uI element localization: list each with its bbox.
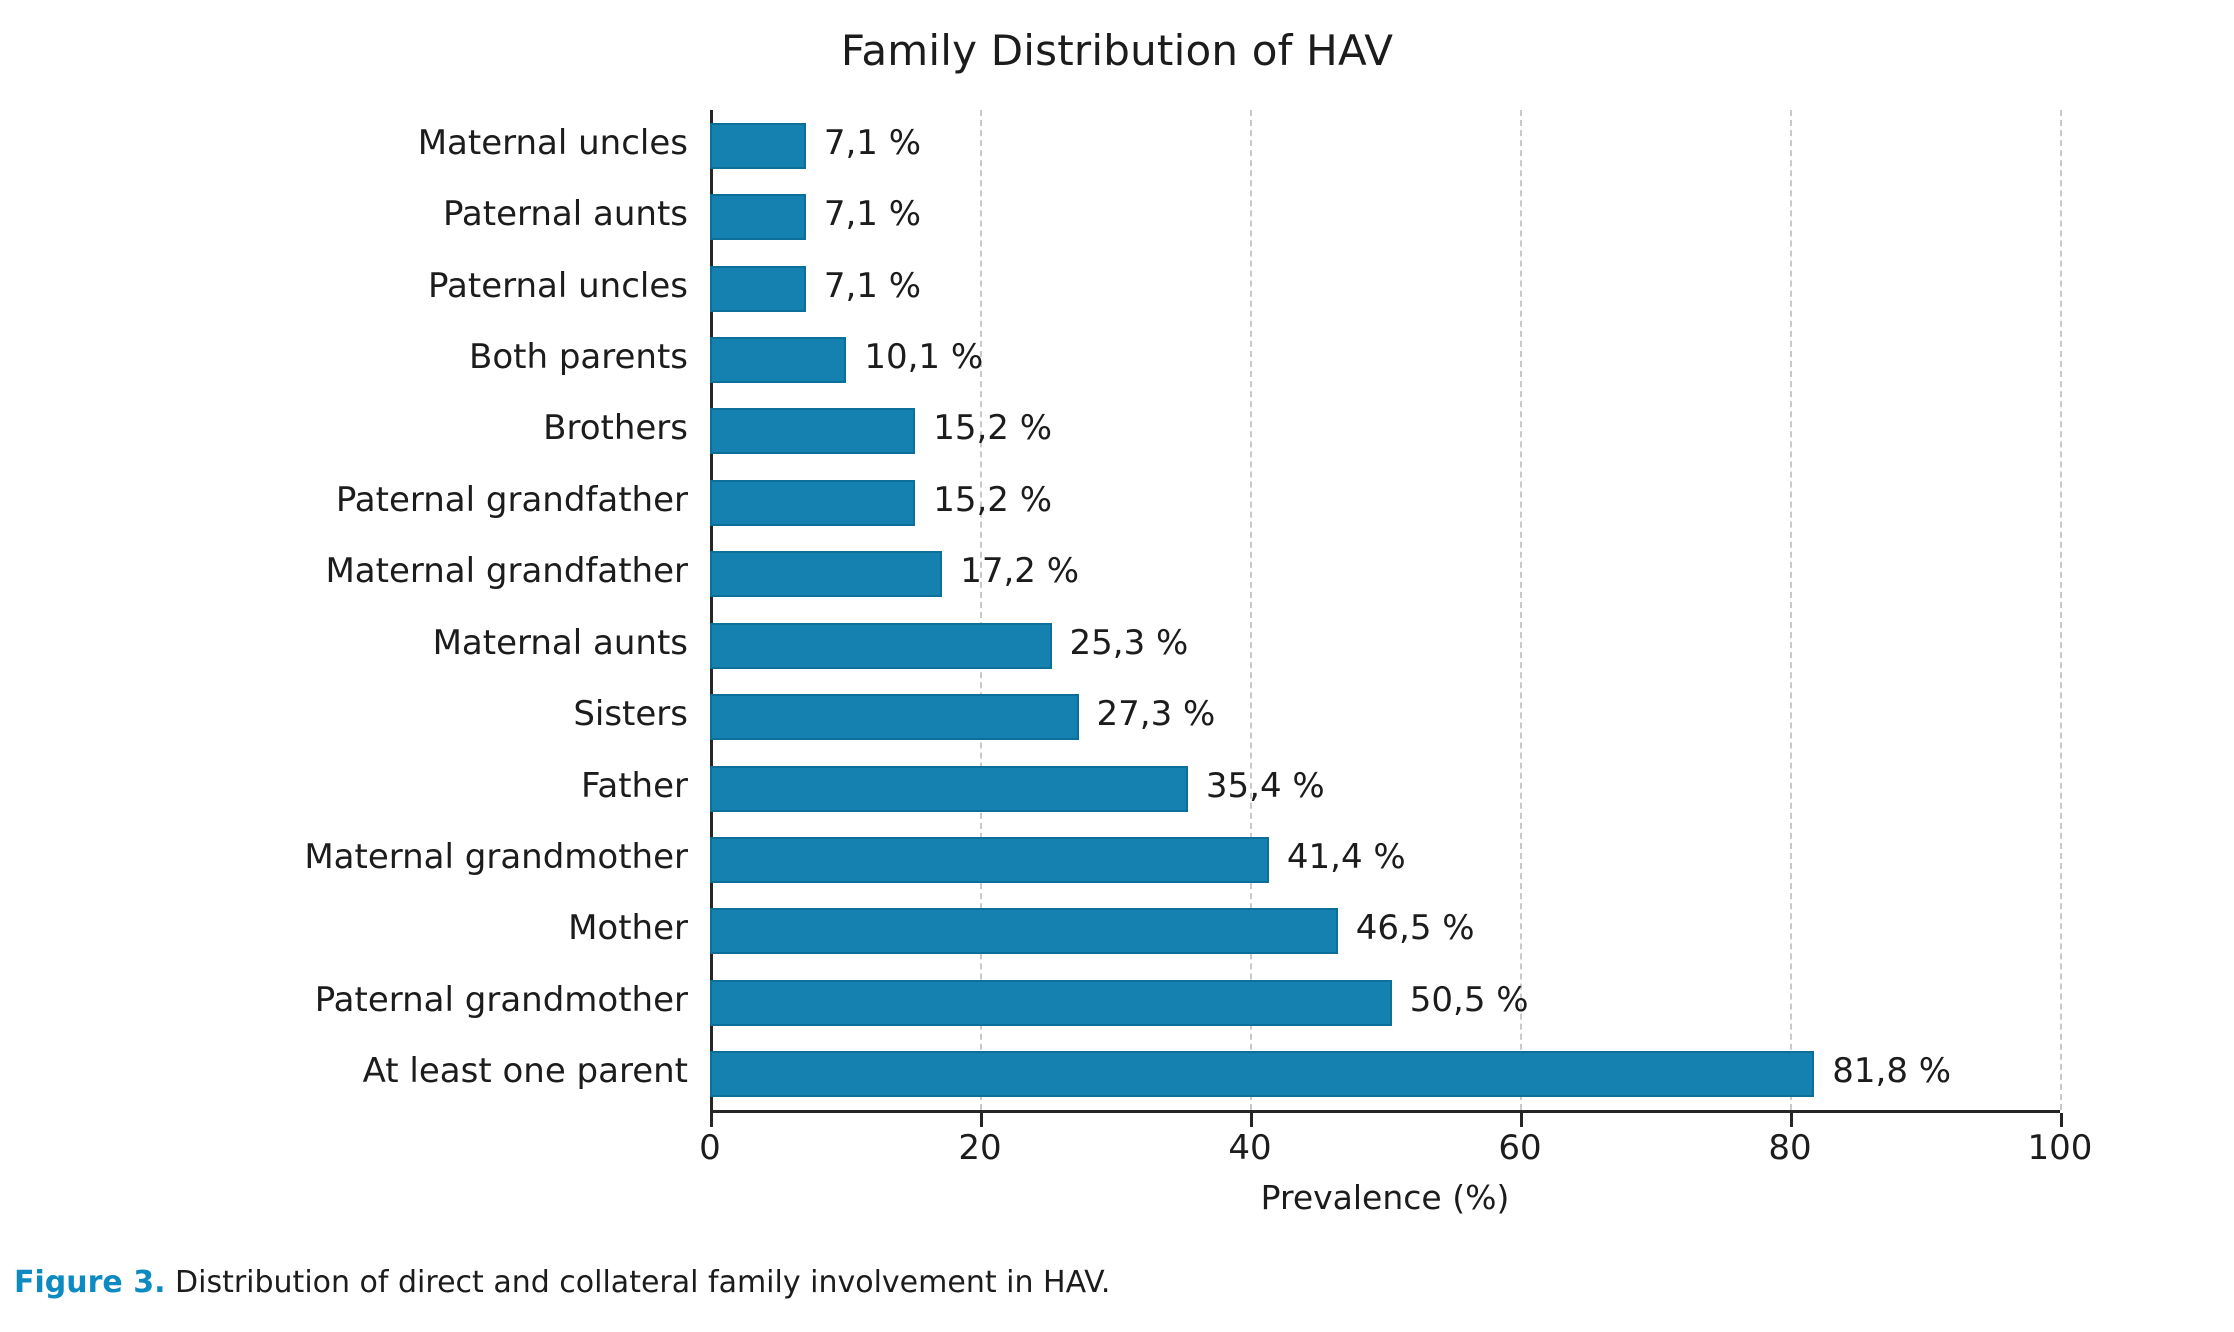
bar bbox=[710, 337, 846, 383]
y-axis-category-label: Paternal uncles bbox=[428, 265, 688, 306]
gridline-80 bbox=[1790, 110, 1792, 1110]
bar bbox=[710, 123, 806, 169]
bar bbox=[710, 908, 1338, 954]
bar-value-label: 7,1 % bbox=[823, 194, 922, 235]
axis-line-y bbox=[710, 110, 713, 1110]
chart-title: Family Distribution of HAV bbox=[840, 26, 1394, 75]
figure-number: Figure 3. bbox=[14, 1265, 166, 1300]
tick-mark-80 bbox=[1790, 1113, 1793, 1127]
y-axis-category-label: Maternal grandfather bbox=[325, 551, 688, 592]
y-axis-category-label: Mother bbox=[568, 908, 688, 949]
bar-value-label: 46,5 % bbox=[1355, 908, 1475, 949]
bar-value-label: 15,2 % bbox=[933, 479, 1053, 520]
tick-mark-60 bbox=[1520, 1113, 1523, 1127]
bar bbox=[710, 480, 915, 526]
bar-value-label: 17,2 % bbox=[960, 551, 1080, 592]
plot-area bbox=[710, 110, 2060, 1110]
axis-line-x bbox=[710, 1110, 2060, 1113]
bar bbox=[710, 1051, 1814, 1097]
y-axis-category-label: Brothers bbox=[543, 408, 688, 449]
y-axis-category-label: Paternal aunts bbox=[442, 194, 688, 235]
bar-value-label: 50,5 % bbox=[1409, 979, 1529, 1020]
figure-caption-text: Distribution of direct and collateral family involvement in HAV. bbox=[165, 1265, 1111, 1300]
y-axis-category-label: Maternal uncles bbox=[417, 122, 688, 163]
bar bbox=[710, 266, 806, 312]
bar bbox=[710, 766, 1188, 812]
tick-mark-0 bbox=[710, 1113, 713, 1127]
x-tick-label-60: 60 bbox=[1498, 1128, 1542, 1168]
y-axis-category-label: At least one parent bbox=[362, 1051, 688, 1092]
figure-caption bbox=[14, 1265, 1110, 1300]
y-axis-category-label: Paternal grandmother bbox=[314, 979, 688, 1020]
bar bbox=[710, 194, 806, 240]
y-axis-category-label: Both parents bbox=[469, 337, 688, 377]
tick-mark-40 bbox=[1250, 1113, 1253, 1127]
bar bbox=[710, 694, 1079, 740]
bar-value-label: 10,1 % bbox=[864, 337, 984, 377]
bar-value-label: 27,3 % bbox=[1096, 694, 1216, 735]
gridline-20 bbox=[980, 110, 982, 1110]
bar bbox=[710, 980, 1392, 1026]
y-axis-category-label: Maternal aunts bbox=[432, 622, 688, 663]
bar-value-label: 81,8 % bbox=[1832, 1051, 1952, 1092]
bar bbox=[710, 623, 1052, 669]
y-axis-category-label: Father bbox=[580, 765, 688, 806]
x-tick-label-100: 100 bbox=[2027, 1128, 2093, 1168]
bar-value-label: 7,1 % bbox=[823, 122, 922, 163]
x-tick-label-20: 20 bbox=[958, 1128, 1002, 1168]
x-tick-label-80: 80 bbox=[1768, 1128, 1812, 1168]
bar-value-label: 25,3 % bbox=[1069, 622, 1189, 663]
y-axis-category-label: Maternal grandmother bbox=[304, 837, 688, 877]
gridline-40 bbox=[1250, 110, 1252, 1110]
x-tick-label-40: 40 bbox=[1228, 1128, 1272, 1168]
tick-mark-100 bbox=[2060, 1113, 2063, 1127]
gridline-60 bbox=[1520, 110, 1522, 1110]
bar-value-label: 41,4 % bbox=[1286, 837, 1406, 877]
y-axis-category-label: Paternal grandfather bbox=[335, 479, 688, 520]
y-axis-category-label: Sisters bbox=[573, 694, 688, 735]
bar bbox=[710, 837, 1269, 883]
bar-value-label: 15,2 % bbox=[933, 408, 1053, 449]
bar-value-label: 35,4 % bbox=[1205, 765, 1325, 806]
bar bbox=[710, 408, 915, 454]
bar-value-label: 7,1 % bbox=[823, 265, 922, 306]
x-axis-label: Prevalence (%) bbox=[1260, 1178, 1510, 1217]
bar bbox=[710, 551, 942, 597]
tick-mark-20 bbox=[980, 1113, 983, 1127]
x-tick-label-0: 0 bbox=[699, 1128, 721, 1168]
gridline-100 bbox=[2060, 110, 2062, 1110]
